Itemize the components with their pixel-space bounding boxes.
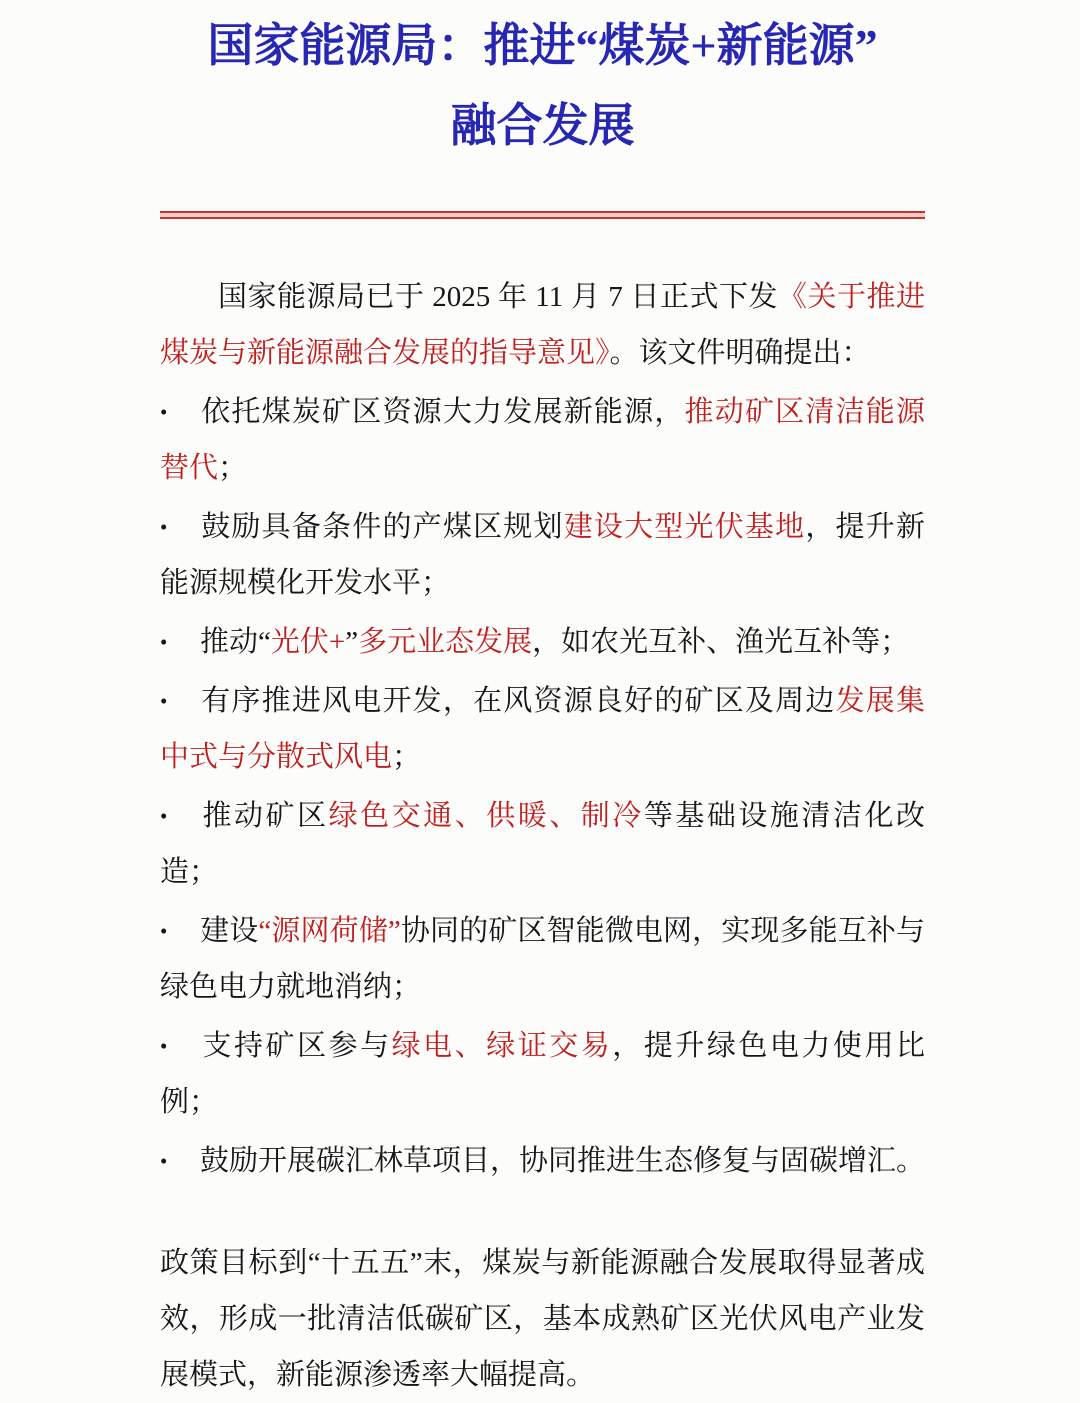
text-run: 等基础设施清洁化改造； xyxy=(160,800,925,888)
bullet-item xyxy=(160,903,925,1015)
bullet-icon: • xyxy=(160,1149,168,1173)
bullet-item xyxy=(160,1018,925,1130)
text-run: 推动“ xyxy=(200,626,271,658)
text-run-emphasis: 光伏+ xyxy=(270,626,346,658)
bullet-item xyxy=(160,673,925,785)
text-run: 。该文件明确提出： xyxy=(609,337,871,369)
bullet-icon: • xyxy=(160,689,168,713)
text-run: 有序推进风电开发，在风资源良好的矿区及周边 xyxy=(200,685,836,717)
text-run: 协同的矿区智能微电网，实现多能互补与绿色电力就地消纳； xyxy=(160,915,925,1003)
bullet-icon: • xyxy=(160,400,168,424)
article-title xyxy=(160,0,925,166)
text-run-emphasis: 《关于推进煤炭与新能源融合发展的指导意见》 xyxy=(160,281,925,369)
text-run: 支持矿区参与 xyxy=(200,1030,392,1062)
text-run: ，如农光互补、渔光互补等； xyxy=(532,626,910,658)
bullet-icon: • xyxy=(160,919,168,943)
text-run: ； xyxy=(392,741,422,773)
text-run: 推动矿区 xyxy=(200,800,329,832)
text-run: 建设 xyxy=(200,915,259,947)
text-run-emphasis: 绿色交通、供暖、制冷 xyxy=(328,800,644,832)
article-title-line-1: 国家能源局：推进“煤炭+新能源” xyxy=(207,20,878,71)
text-run: ； xyxy=(218,452,248,484)
text-run-emphasis: 绿电、绿证交易 xyxy=(391,1030,613,1062)
bullet-item xyxy=(160,384,925,496)
article-body xyxy=(160,269,925,1403)
text-run: 依托煤炭矿区资源大力发展新能源， xyxy=(200,396,685,428)
text-run: ” xyxy=(345,626,359,658)
text-run-emphasis: 发展集中式与分散式风电 xyxy=(160,685,925,773)
text-run: ，提升绿色电力使用比例； xyxy=(160,1030,925,1118)
text-run: 鼓励开展碳汇林草项目，协同推进生态修复与固碳增汇。 xyxy=(200,1145,926,1177)
text-run: 鼓励具备条件的产煤区规划 xyxy=(200,511,564,543)
closing-paragraph xyxy=(160,1235,925,1403)
text-run-emphasis: 建设大型光伏基地 xyxy=(563,511,806,543)
bullet-icon: • xyxy=(160,804,168,828)
bullet-icon: • xyxy=(160,1034,168,1058)
bullet-item xyxy=(160,1133,925,1189)
bullet-item xyxy=(160,788,925,900)
text-run: 国家能源局已于 2025 年 11 月 7 日正式下发 xyxy=(218,281,778,313)
text-run-emphasis: 多元业态发展 xyxy=(358,626,533,658)
bullet-icon: • xyxy=(160,515,168,539)
text-run-emphasis: 推动矿区清洁能源替代 xyxy=(160,396,925,484)
bullet-item xyxy=(160,614,925,670)
intro-paragraph xyxy=(160,269,925,381)
text-run: 政策目标到“十五五”末，煤炭与新能源融合发展取得显著成效，形成一批清洁低碳矿区，基本成熟矿区光伏风电产业发展模式，新能源渗透率大幅提高。 xyxy=(160,1247,925,1391)
text-run: ，提升新能源规模化开发水平； xyxy=(160,511,925,599)
bullet-item xyxy=(160,499,925,611)
double-rule-divider xyxy=(160,211,925,219)
bullet-icon: • xyxy=(160,630,168,654)
article-title-line-2: 融合发展 xyxy=(450,100,635,151)
text-run-emphasis: “源网荷储” xyxy=(258,915,401,947)
